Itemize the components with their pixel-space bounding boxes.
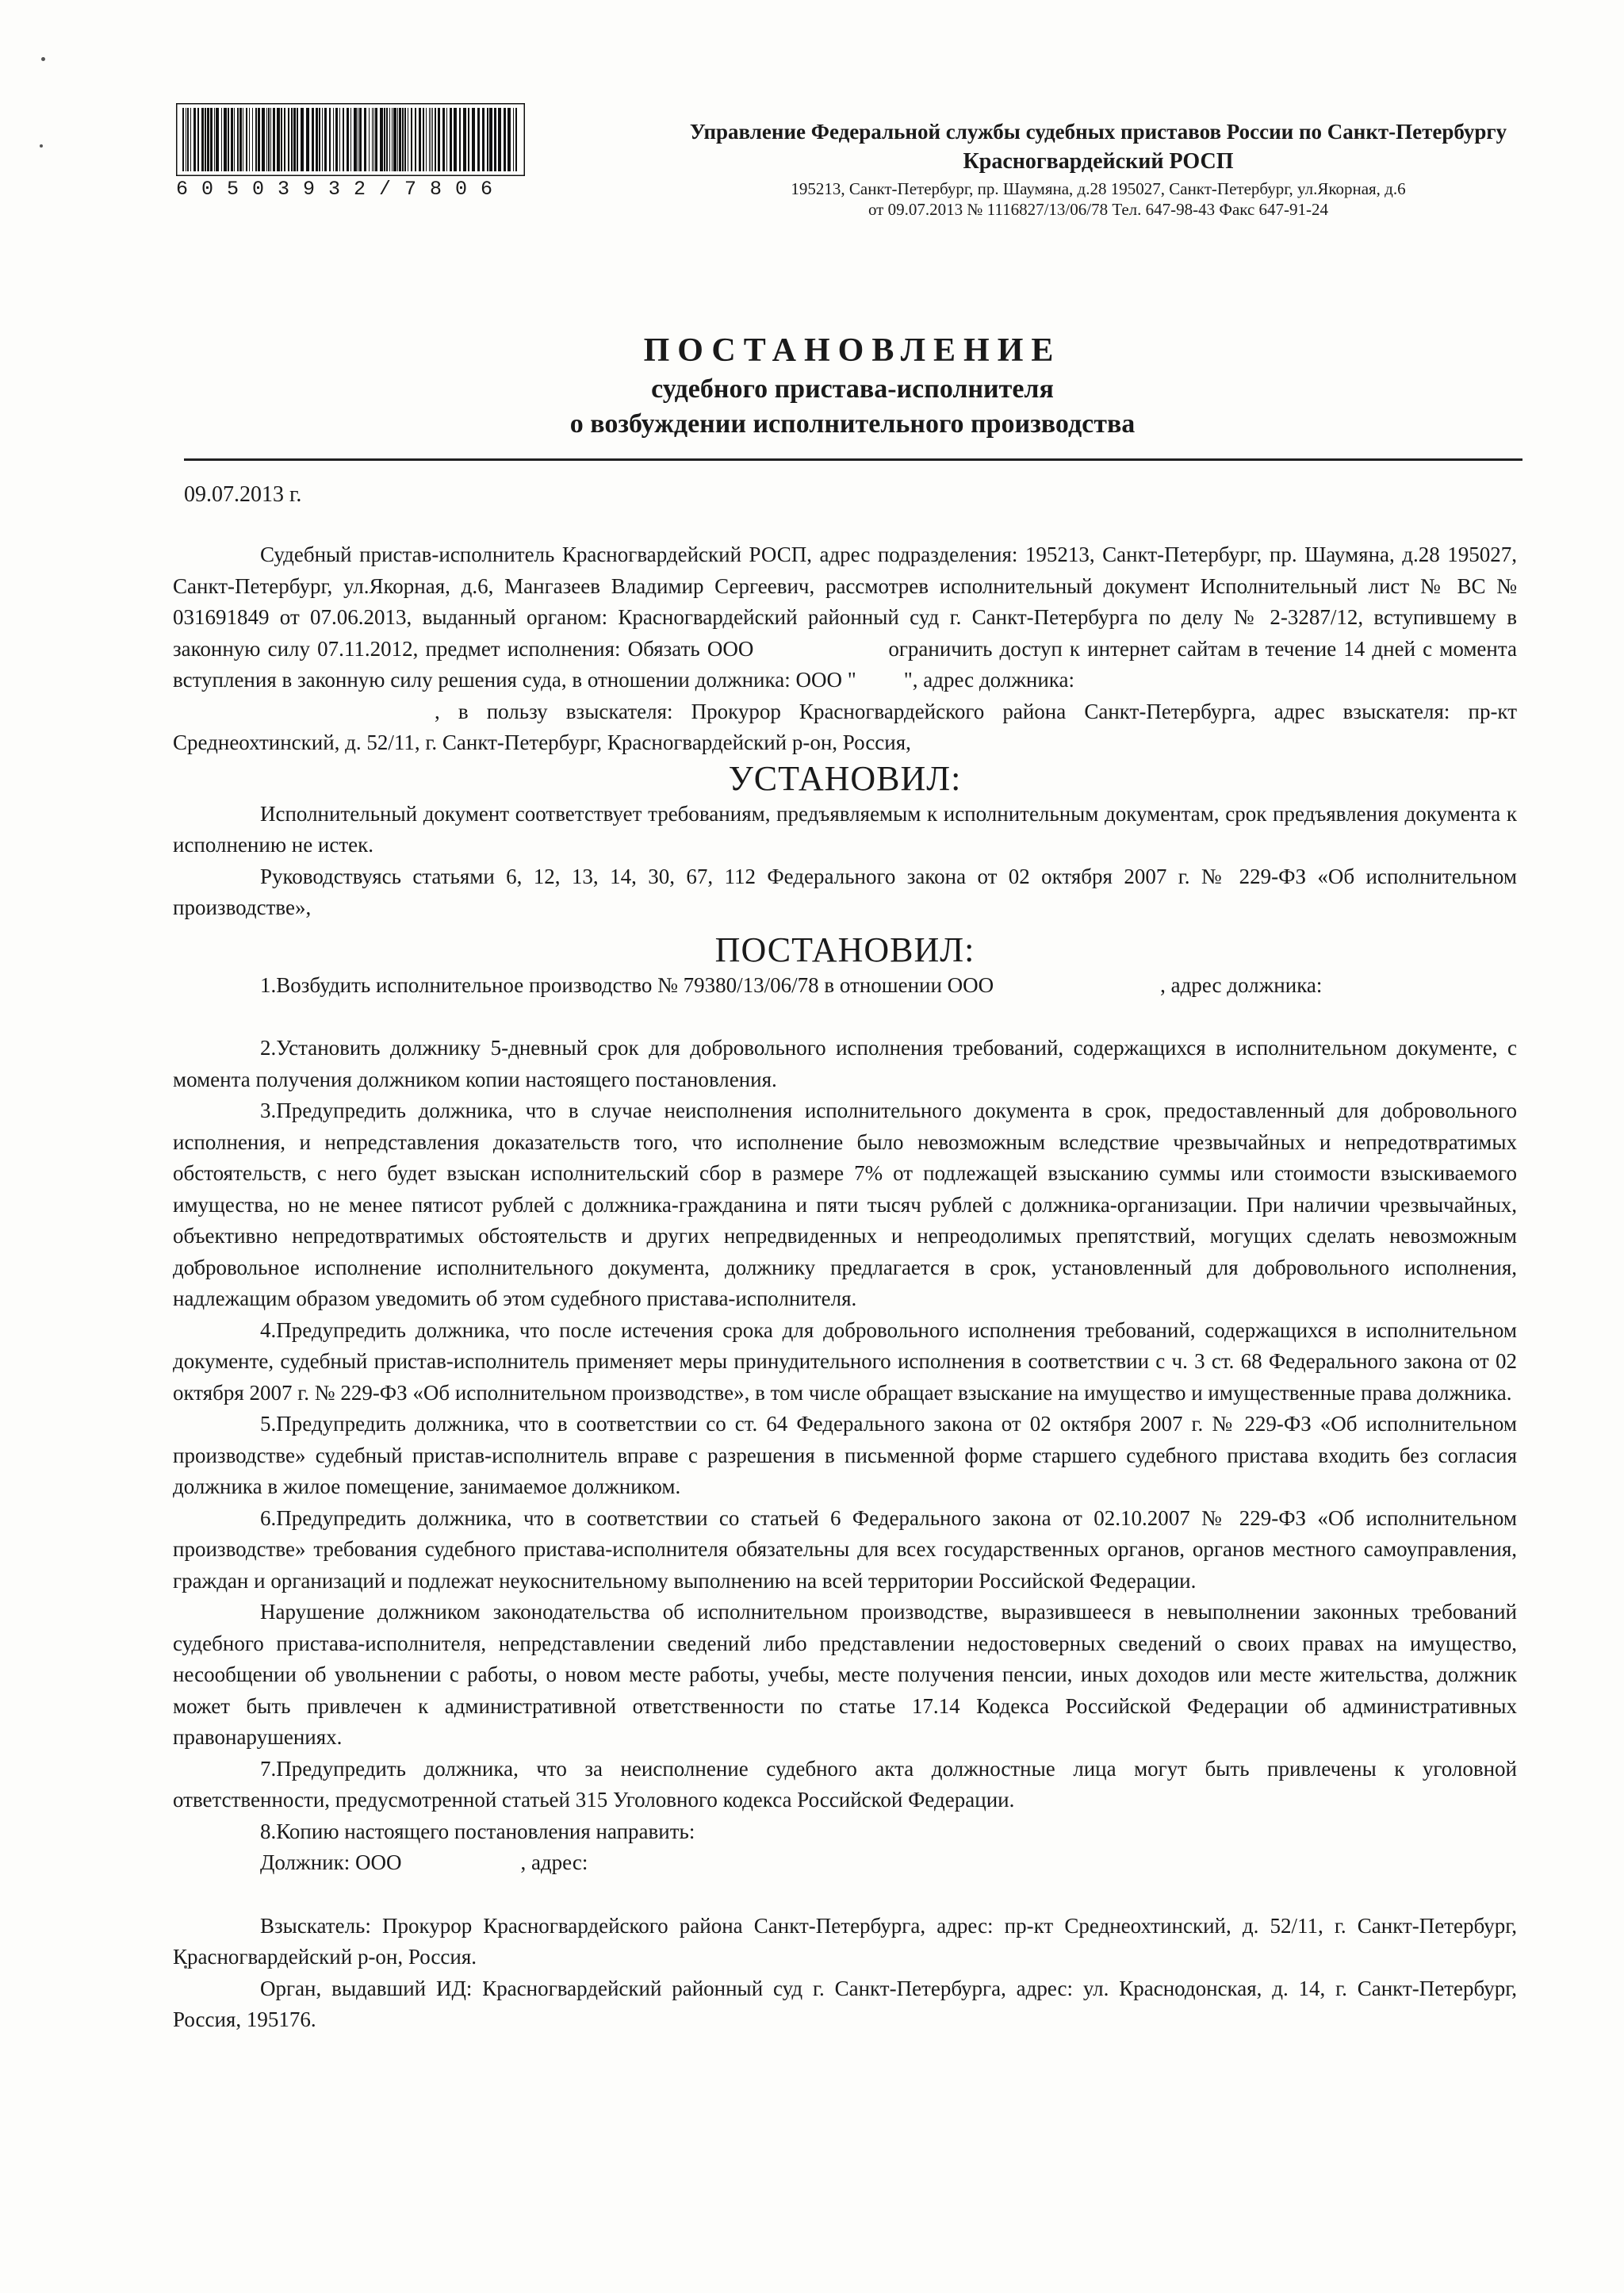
established-paragraph-1: Исполнительный документ соответствует требованиям, предъявляемым к исполнительным документам, срок предъявления документа к исполнению не истек. [173, 801, 1517, 857]
barcode-bar [266, 108, 267, 171]
agency-header [682, 119, 1515, 220]
barcode-bar [216, 108, 219, 171]
barcode-bar [482, 108, 485, 171]
barcode-bar [277, 108, 280, 171]
intro-text-2: ограничить доступ к интернет сайтам в течение 14 дней с момента вступления в законную силу решения суда, в отношении должника: ООО " [173, 636, 1517, 692]
barcode-bar [426, 108, 427, 171]
barcode-block [176, 103, 525, 201]
barcode-bar [364, 108, 366, 171]
barcode-bar [319, 108, 320, 171]
barcode-bar [438, 108, 440, 171]
barcode-bar [423, 108, 424, 171]
resolved-item-1 [173, 970, 1517, 1002]
barcode-bar [210, 108, 213, 171]
barcode-bar [214, 108, 215, 171]
barcode-bar [350, 108, 351, 171]
barcode-bar [234, 108, 235, 171]
barcode-bar [324, 108, 327, 171]
intro-text-1: Судебный пристав-исполнитель Красногвардейский РОСП, адрес подразделения: 195213, Санкт-Петербург, пр. Шаумяна, д.28 195027, Санкт-Петербург, ул.Якорная, д.6, Мангазеев Владимир Сергеевич, рассмотрев исполнительный документ Исполнительный лист № ВС № 031691849 от 07.06.2013, выданный органом: Красногвардейский районный суд г. Санкт-Петербурга по делу № 2-3287/12, вступившему в законную силу 07.11.2012, предмет исполнения: Обязать ООО [173, 543, 1517, 661]
agency-name: Управление Федеральной службы судебных приставов России по Санкт-Петербургу [689, 120, 1507, 144]
claimant-paragraph: Взыскатель: Прокурор Красногвардейского района Санкт-Петербурга, адрес: пр-кт Среднеохтинский, д. 52/11, г. Санкт-Петербург, Красногвардейский р-он, Россия. [173, 1913, 1517, 1969]
barcode-bar [477, 108, 480, 171]
agency-department: Красногвардейский РОСП [963, 148, 1234, 174]
barcode-bar [329, 108, 331, 171]
barcode-bar [239, 108, 242, 171]
barcode-bar [450, 108, 452, 171]
barcode-bar [333, 108, 334, 171]
barcode-bar [487, 108, 488, 171]
barcode-bar [432, 108, 433, 171]
barcode-bar [224, 108, 227, 171]
barcode-bar [489, 108, 492, 171]
barcode-bar [190, 108, 191, 171]
resolved-item-8: 8.Копию настоящего постановления направить: [260, 1819, 695, 1843]
barcode-bar [389, 108, 390, 171]
blank-line [173, 1001, 1517, 1033]
barcode-bar [187, 108, 189, 171]
barcode-bar [354, 108, 357, 171]
barcode-bar [262, 108, 265, 171]
barcode-bar [419, 108, 421, 171]
barcode-bar [237, 108, 239, 171]
blank-line [173, 1879, 1517, 1911]
barcode-bar [399, 108, 401, 171]
barcode-bar [205, 108, 206, 171]
title-divider [184, 458, 1522, 461]
debtor-line [173, 1847, 1517, 1879]
barcode-bar [270, 108, 271, 171]
barcode-bar [373, 108, 374, 171]
barcode-bar [306, 108, 309, 171]
barcode-bar [343, 108, 344, 171]
barcode [176, 103, 525, 176]
barcode-bar [301, 108, 304, 171]
barcode-bar [429, 108, 430, 171]
intro-paragraph [173, 539, 1517, 696]
barcode-bar [515, 108, 517, 171]
barcode-bar [508, 108, 511, 171]
barcode-bar [347, 108, 349, 171]
barcode-bar [288, 108, 289, 171]
barcode-bar [404, 108, 406, 171]
registration-line: от 09.07.2013 № 1116827/13/06/78 Тел. 647-98-43 Факс 647-91-24 [868, 200, 1329, 219]
document-subtitle-line-1: судебного пристава-исполнителя [651, 374, 1054, 404]
document-title: ПОСТАНОВЛЕНИЕ [643, 332, 1062, 369]
barcode-bar [415, 108, 416, 171]
section-heading-established: УСТАНОВИЛ: [728, 758, 962, 798]
barcode-number: 60503932/7806 [176, 178, 507, 201]
document-subtitle-line-2: о возбуждении исполнительного производства [569, 409, 1136, 439]
intro-text-4: , в пользу взыскателя: Прокурор Красногвардейского района Санкт-Петербурга, адрес взыскателя: пр-кт Среднеохтинский, д. 52/11, г. Санкт-Петербург, Красногвардейский р-он, Россия, [173, 699, 1517, 754]
barcode-bar [372, 108, 373, 171]
barcode-bar [446, 108, 447, 171]
document-date: 09.07.2013 г. [184, 482, 302, 507]
barcode-bar [384, 108, 385, 171]
resolved-item-5: 5.Предупредить должника, что в соответствии со ст. 64 Федерального закона от 02 октября 2007 г. № 229-ФЗ «Об исполнительном производстве» судебный пристав-исполнитель вправе с разрешения в письменной форме старшего судебного пристава входить без согласия должника в жилое помещение, занимаемое должником. [173, 1412, 1517, 1498]
barcode-bar [228, 108, 229, 171]
barcode-bar [193, 108, 196, 171]
barcode-bar [359, 108, 362, 171]
barcode-bar [339, 108, 340, 171]
barcode-bar [312, 108, 314, 171]
resolved-item-3: 3.Предупредить должника, что в случае неисполнения исполнительного документа в срок, предоставленный для добровольного исполнения, и непредставления доказательств того, что исполнение было невозможным вследствие чрезвычайных и непредотвратимых обстоятельств, с него будет взыскан исполнительский сбор в размере 7% от подлежащей взысканию суммы или стоимости взыскиваемого имущества, но не менее пятисот рублей с должника-гражданина и пяти тысяч рублей с должника-организации. При наличии чрезвычайных, объективно непредотвратимых обстоятельств и других непредвиденных и непреодолимых препятствий, могущих сделать невозможным добровольное исполнение исполнительного документа, должнику предлагается в срок, установленный для добровольного исполнения, надлежащим образом уведомить об этом судебного пристава-исполнителя. [173, 1099, 1517, 1310]
barcode-bar [397, 108, 398, 171]
resolved-item-7: 7.Предупредить должника, что за неисполнение судебного акта должностные лица могут быть привлечены к уголовной ответственности, предусмотренной статьей 315 Уголовного кодекса Российской Федерации. [173, 1756, 1517, 1812]
barcode-bar [459, 108, 461, 171]
agency-address: 195213, Санкт-Петербург, пр. Шаумяна, д.28 195027, Санкт-Петербург, ул.Якорная, д.6 [791, 178, 1406, 198]
barcode-bar [221, 108, 222, 171]
barcode-bar [207, 108, 209, 171]
intro-text-3: ", адрес должника: [903, 668, 1074, 692]
barcode-bar [402, 108, 404, 171]
barcode-bar [255, 108, 257, 171]
resolved-item-6: 6.Предупредить должника, что в соответствии со статьей 6 Федерального закона от 02.10.2007 № 229-ФЗ «Об исполнительном производстве» требования судебного пристава-исполнителя обязательны для всех государственных органов, органов местного самоуправления, граждан и организаций и подлежат неукоснительному выполнению на всей территории Российской Федерации. [173, 1505, 1517, 1593]
barcode-bar [369, 108, 370, 171]
barcode-bar [442, 108, 445, 171]
barcode-bar [386, 108, 388, 171]
title-block [182, 332, 1522, 439]
barcode-bar [463, 108, 466, 171]
barcode-bar [297, 108, 298, 171]
barcode-bar [246, 108, 247, 171]
document-body [173, 539, 1517, 2036]
barcode-bar [498, 108, 501, 171]
debtor-text-b: , адрес: [520, 1850, 588, 1874]
barcode-bar [268, 108, 270, 171]
barcode-bar [293, 108, 296, 171]
barcode-bar [392, 108, 393, 171]
barcode-bar [494, 108, 496, 171]
barcode-bar [273, 108, 275, 171]
barcode-bar [393, 108, 396, 171]
barcode-bar [291, 108, 293, 171]
barcode-bar [472, 108, 475, 171]
barcode-bar [284, 108, 285, 171]
barcode-bar [316, 108, 318, 171]
barcode-bar [252, 108, 253, 171]
established-paragraph-2: Руководствуясь статьями 6, 12, 13, 14, 30, 67, 112 Федерального закона от 02 октября 2007 г. № 229-ФЗ «Об исполнительном производстве», [173, 864, 1517, 919]
barcode-bar [322, 108, 323, 171]
barcode-bar [454, 108, 457, 171]
barcode-bar [435, 108, 436, 171]
barcode-bar [375, 108, 377, 171]
barcode-bar [380, 108, 383, 171]
item1-text-b: , адрес должника: [1160, 972, 1323, 997]
barcode-bar [197, 108, 199, 171]
barcode-bar [468, 108, 469, 171]
section-heading-resolved: ПОСТАНОВИЛ: [714, 930, 975, 969]
barcode-bar [335, 108, 338, 171]
barcode-bar [249, 108, 250, 171]
barcode-bar [513, 108, 514, 171]
debtor-text-a: Должник: ООО [260, 1850, 402, 1874]
issuer-paragraph: Орган, выдавший ИД: Красногвардейский районный суд г. Санкт-Петербурга, адрес: ул. Краснодонская, д. 14, г. Санкт-Петербург, Россия, 195176. [173, 1976, 1517, 2031]
scan-speck [40, 144, 43, 148]
barcode-bar [258, 108, 260, 171]
item1-text-a: 1.Возбудить исполнительное производство № 79380/13/06/78 в отношении ООО [260, 972, 994, 997]
resolved-item-4: 4.Предупредить должника, что после истечения срока для добровольного исполнения требований, содержащихся в исполнительном документе, судебный пристав-исполнитель применяет меры принудительного исполнения в соответствии с ч. 3 ст. 68 Федерального закона от 02 октября 2007 г. № 229-ФЗ «Об исполнительном производстве», в том числе обращает взыскание на имущество и имущественные права должника. [173, 1317, 1517, 1405]
barcode-bar [231, 108, 233, 171]
barcode-bar [281, 108, 282, 171]
barcode-bar [504, 108, 506, 171]
scan-speck [41, 57, 45, 61]
barcode-bar [182, 108, 184, 171]
intro-paragraph-continued [173, 696, 1517, 759]
barcode-bar [411, 108, 412, 171]
barcode-bar [201, 108, 204, 171]
violation-paragraph: Нарушение должником законодательства об исполнительном производстве, выразившееся в невыполнении законных требований судебного пристава-исполнителя, непредставлении сведений либо представлении недостоверных сведений о своих правах на имущество, несообщении об увольнении с работы, о новом месте работы, учебы, месте получения пенсии, иных доходов или месте жительства, должник может быть привлечен к административной ответственности по статье 17.14 Кодекса Российской Федерации об административных правонарушениях. [173, 1600, 1517, 1749]
resolved-item-2: 2.Установить должнику 5-дневный срок для добровольного исполнения требований, содержащихся в исполнительном документе, с момента получения должником копии настоящего постановления. [173, 1036, 1517, 1091]
